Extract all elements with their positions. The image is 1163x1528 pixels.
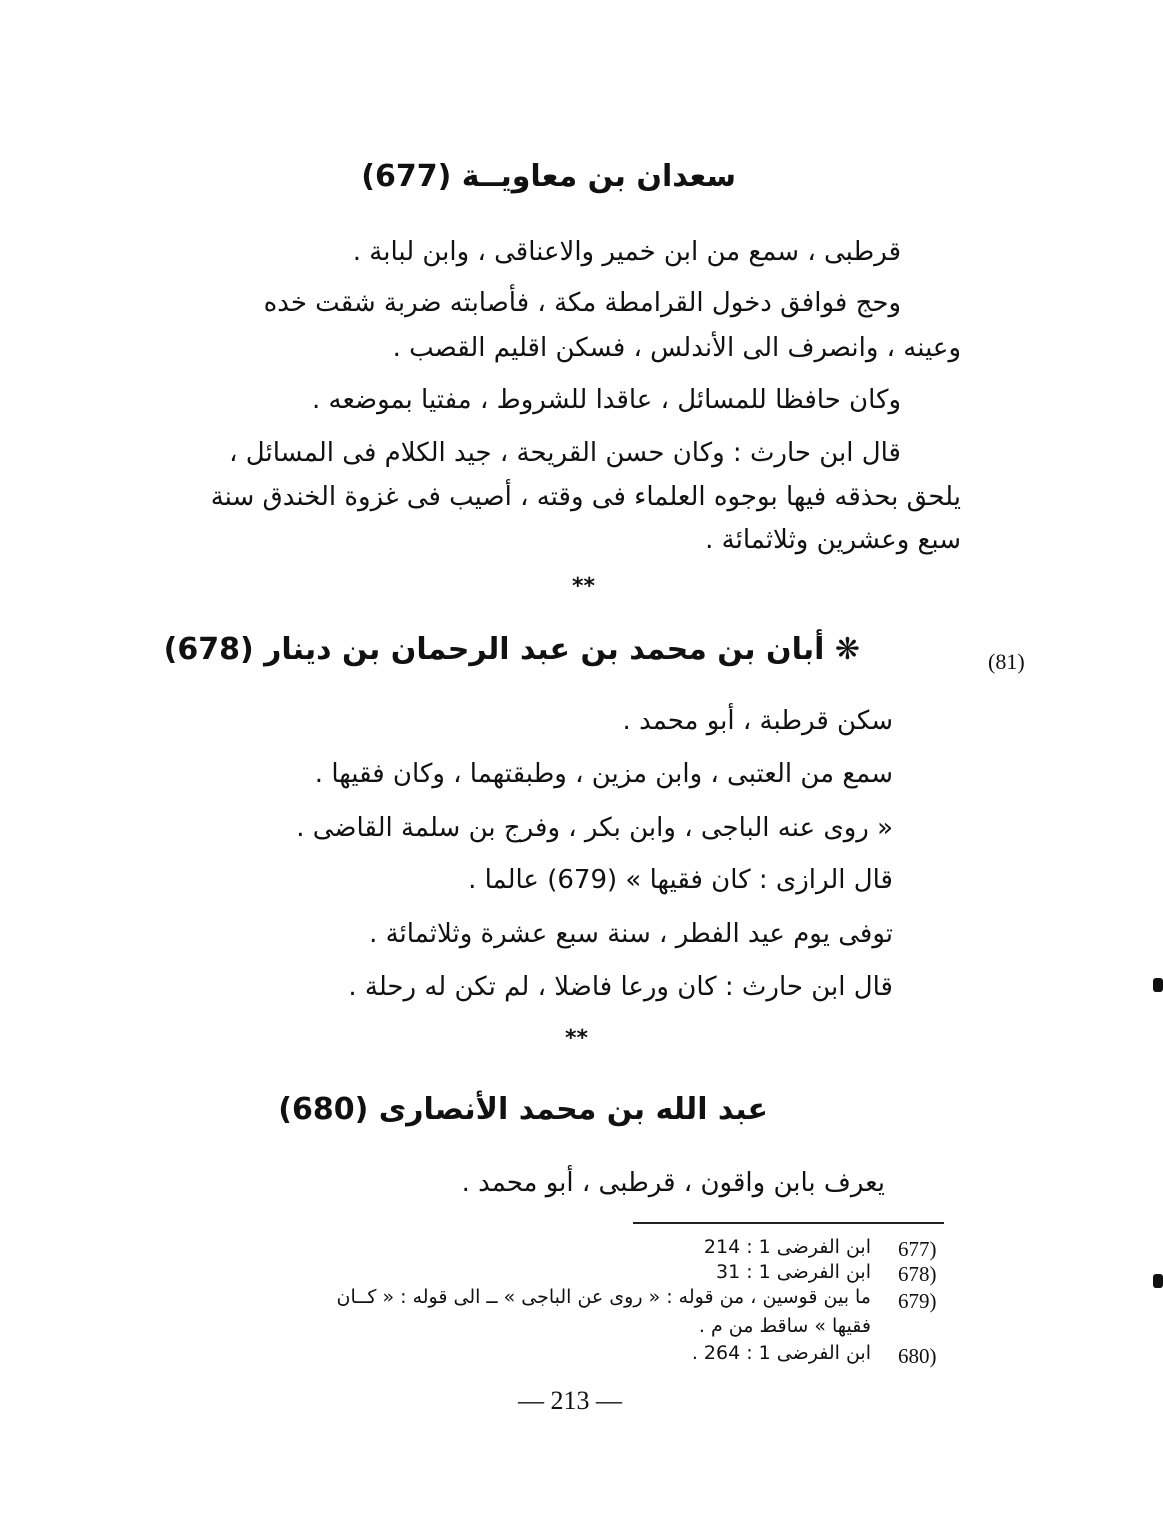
entry-heading-678 [164, 630, 860, 670]
entry-678-line-5: توفى يوم عيد الفطر ، سنة سبع عشرة وثلاثمائة . [369, 919, 893, 949]
entry-677-line-3: وعينه ، وانصرف الى الأندلس ، فسكن اقليم القصب . [392, 333, 961, 363]
entry-678-line-4: قال الرازى : كان فقيها » (679) عالما . [468, 865, 893, 895]
footnote-number-679: 679) [898, 1289, 937, 1313]
entry-heading-678-text: أبان بن محمد بن عبد الرحمان بن دينار (678) [163, 632, 825, 667]
entry-677-line-1: قرطبى ، سمع من ابن خمير والاعناقى ، وابن لبابة . [352, 237, 901, 267]
entry-heading-677: سعدان بن معاويــة (677) [361, 159, 736, 194]
entry-677-line-5: قال ابن حارث : وكان حسن القريحة ، جيد الكلام فى المسائل ، [229, 438, 901, 468]
footnote-679-continued: فقيها » ساقط من م . [698, 1315, 871, 1337]
page-number: — 213 — [518, 1386, 622, 1415]
entry-678-line-3: « روى عنه الباجى ، وابن بكر ، وفرج بن سلمة القاضى . [296, 813, 893, 843]
footnote-679: ما بين قوسين ، من قوله : « روى عن الباجى » ــ الى قوله : « كــان [336, 1286, 871, 1308]
footnote-678: ابن الفرضى 1 : 31 [715, 1261, 871, 1283]
entry-680-line-1: يعرف بابن واقون ، قرطبى ، أبو محمد . [461, 1168, 885, 1198]
entry-677-line-2: وحج فوافق دخول القرامطة مكة ، فأصابته ضربة شقت خده [263, 288, 901, 318]
scan-edge-mark-1 [1153, 978, 1163, 992]
scan-edge-mark-2 [1153, 1274, 1163, 1288]
section-separator-1: ** [572, 574, 596, 599]
entry-677-line-4: وكان حافظا للمسائل ، عاقدا للشروط ، مفتيا بموضعه . [311, 385, 901, 415]
footnote-rule [633, 1222, 944, 1224]
entry-heading-680: عبد الله بن محمد الأنصارى (680) [278, 1092, 768, 1127]
footnote-680: ابن الفرضى 1 : 264 . [691, 1342, 871, 1364]
entry-678-line-2: سمع من العتبى ، وابن مزين ، وطبقتهما ، وكان فقيها . [314, 759, 893, 789]
footnote-677: ابن الفرضى 1 : 214 [703, 1236, 871, 1258]
entry-677-line-6: يلحق بحذقه فيها بوجوه العلماء فى وقته ، أصيب فى غزوة الخندق سنة [210, 482, 961, 512]
star-marker-icon: ❋ [834, 632, 860, 667]
entry-677-line-7: سبع وعشرين وثلاثمائة . [705, 525, 961, 555]
entry-678-line-6: قال ابن حارث : كان ورعا فاضلا ، لم تكن له رحلة . [348, 972, 893, 1002]
margin-reference: (81) [988, 649, 1025, 674]
section-separator-2: ** [565, 1026, 589, 1051]
footnote-number-677: 677) [898, 1237, 937, 1261]
footnote-number-680: 680) [898, 1344, 937, 1368]
footnote-number-678: 678) [898, 1262, 937, 1286]
entry-678-line-1: سكن قرطبة ، أبو محمد . [622, 706, 893, 736]
